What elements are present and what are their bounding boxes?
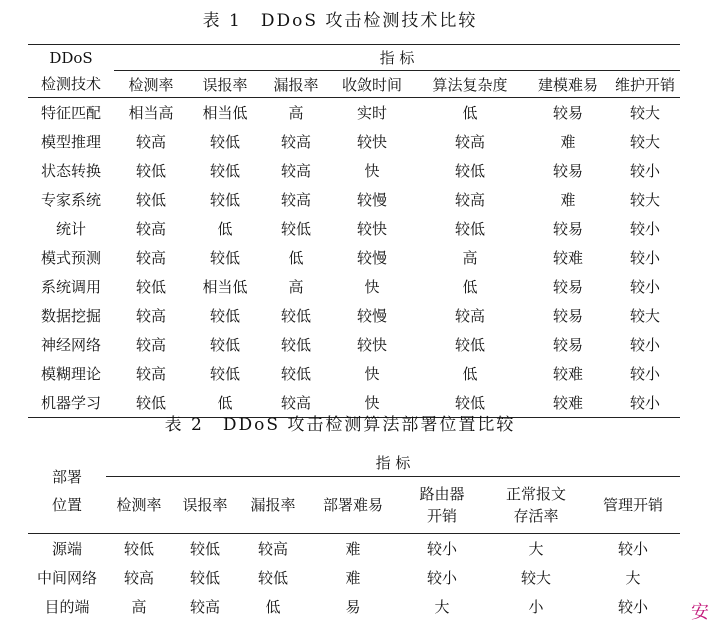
table1-cell: 较大	[629, 104, 660, 122]
table2-cell: 较低	[189, 540, 220, 558]
table2-row-label: 目的端	[44, 598, 90, 616]
table2-rowheader-line2: 位置	[51, 495, 82, 514]
table1-cell: 较高	[262, 388, 330, 418]
table1-row	[28, 98, 680, 128]
table1-row-label: 模型推理	[40, 133, 101, 151]
table1-rowheader-line1: DDoS	[28, 45, 114, 71]
table1-cell: 较小	[629, 336, 660, 354]
table2-row	[28, 592, 680, 621]
table1-cell: 较易	[552, 162, 583, 180]
table1-cell: 较慢	[356, 249, 387, 267]
table1-cell: 较低	[209, 191, 240, 209]
table1-cell: 较低	[114, 388, 188, 418]
table2-col-header-line: 部署难易	[322, 496, 383, 514]
table1-row-label: 状态转换	[40, 162, 101, 180]
table1-cell: 较快	[356, 220, 387, 238]
table1-row	[28, 330, 680, 359]
table1-cell: 较小	[629, 162, 660, 180]
table2-caption: 表 2 DDoS 攻击检测算法部署位置比较	[164, 415, 516, 435]
table1-row	[28, 243, 680, 272]
table2-row-label: 源端	[51, 540, 82, 558]
table2-col-header-line: 存活率	[513, 507, 559, 525]
table1-cell: 低	[217, 220, 233, 238]
table2-col-header-line: 误报率	[182, 496, 228, 514]
table1-cell: 快	[364, 278, 380, 296]
table1-cell: 较难	[552, 365, 583, 383]
table1-row-label: 神经网络	[40, 336, 101, 354]
table1-cell: 较低	[135, 162, 166, 180]
table1-cell: 较难	[526, 388, 610, 418]
table1-cell: 较高	[280, 191, 311, 209]
table1-cell: 相当低	[202, 104, 248, 122]
table1-cell: 较低	[454, 220, 485, 238]
table1-cell: 较高	[135, 365, 166, 383]
table1-cell: 较高	[135, 336, 166, 354]
table1-cell: 较低	[454, 162, 485, 180]
table1-cell: 较易	[552, 104, 583, 122]
table1-cell: 较高	[135, 133, 166, 151]
table1-cell: 较慢	[356, 307, 387, 325]
table2-row	[28, 563, 680, 592]
table2-row-label: 中间网络	[36, 569, 97, 587]
table2-cell: 较高	[189, 598, 220, 616]
table2-rowheader-line1: 部署	[51, 467, 82, 486]
table1-cell: 较低	[280, 220, 311, 238]
table1-col-header: 收敛时间	[330, 71, 414, 98]
table1-header-row	[28, 71, 680, 98]
table1-col-header: 建模难易	[526, 71, 610, 98]
table1-cell: 较小	[610, 388, 680, 418]
table2-cell: 难	[345, 540, 361, 558]
table2-body	[28, 534, 680, 622]
table2-cell: 较低	[189, 569, 220, 587]
table1-col-header: 漏报率	[262, 71, 330, 98]
table1-cell: 快	[364, 365, 380, 383]
table1-cell: 较小	[629, 220, 660, 238]
table1-cell: 高	[288, 278, 304, 296]
table1-rowheader-line2: 检测技术	[28, 71, 114, 98]
table1-cell: 低	[188, 388, 262, 418]
table1-cell: 较低	[135, 191, 166, 209]
table2-col-header-line: 开销	[426, 507, 457, 525]
table2-cell: 大	[434, 598, 450, 616]
table1-cell: 较低	[280, 336, 311, 354]
table1-cell: 较高	[454, 133, 485, 151]
table2-cell: 较低	[257, 569, 288, 587]
table1-row-label: 统计	[55, 220, 86, 238]
table1-cell: 较大	[629, 191, 660, 209]
table2-cell: 小	[528, 598, 544, 616]
table1-cell: 低	[288, 249, 304, 267]
table2-col-header	[308, 477, 398, 534]
table2-col-header-line: 路由器	[419, 485, 465, 503]
table1-cell: 较大	[629, 307, 660, 325]
table1	[28, 44, 680, 418]
table1-cell: 难	[560, 133, 576, 151]
table1-row	[28, 301, 680, 330]
table1-cell: 较高	[135, 220, 166, 238]
table1-cell: 较快	[356, 133, 387, 151]
table1-cell: 较高	[280, 162, 311, 180]
table1-cell: 较高	[135, 249, 166, 267]
table1-col-header: 检测率	[114, 71, 188, 98]
table1-cell: 较低	[209, 249, 240, 267]
table2-header-row	[28, 477, 680, 534]
table1-col-header: 误报率	[188, 71, 262, 98]
table1-cell: 较低	[209, 365, 240, 383]
table2-cell: 低	[265, 598, 281, 616]
table2-cell: 较大	[520, 569, 551, 587]
table1-cell: 较快	[356, 336, 387, 354]
table1-cell: 较低	[135, 278, 166, 296]
table2-cell: 较小	[617, 598, 648, 616]
table1-cell: 较低	[209, 307, 240, 325]
table2-cell: 高	[131, 598, 147, 616]
table1-cell: 较高	[280, 133, 311, 151]
table2-col-header	[172, 477, 238, 534]
table2-cell: 较高	[257, 540, 288, 558]
table2-col-header-line: 正常报文	[505, 485, 566, 503]
table1-row	[28, 272, 680, 301]
table2-col-header	[238, 477, 308, 534]
table1-cell: 较难	[552, 249, 583, 267]
edge-text: 安	[691, 602, 709, 623]
table2-col-header	[398, 477, 486, 534]
table1-cell: 快	[330, 388, 414, 418]
table2-cell: 难	[345, 569, 361, 587]
table2-cell: 易	[345, 598, 361, 616]
table1-cell: 较易	[552, 336, 583, 354]
table1-cell: 高	[288, 104, 304, 122]
table2-cell: 较小	[426, 540, 457, 558]
table1-group-header: 指 标	[114, 45, 680, 71]
table1-col-header: 算法复杂度	[414, 71, 526, 98]
table1-cell: 高	[462, 249, 478, 267]
table1-cell: 较高	[454, 307, 485, 325]
table1-cell: 较易	[552, 220, 583, 238]
table1-caption: 表 1 DDoS 攻击检测技术比较	[202, 11, 478, 31]
table1-row	[28, 359, 680, 388]
table2-cell: 较高	[123, 569, 154, 587]
table1-row-label: 机器学习	[28, 388, 114, 418]
table2-row	[28, 534, 680, 564]
table2-col-header	[106, 477, 172, 534]
table1-cell: 较易	[552, 278, 583, 296]
table2-col-header	[586, 477, 680, 534]
table1-cell: 较慢	[356, 191, 387, 209]
table1-cell: 较小	[629, 249, 660, 267]
table1-cell: 较低	[454, 336, 485, 354]
table1-row	[28, 156, 680, 185]
table1-row-label: 特征匹配	[40, 104, 101, 122]
table2	[28, 448, 680, 621]
table1-row-label: 模式预测	[40, 249, 101, 267]
table1-cell: 较低	[414, 388, 526, 418]
table1-cell: 较低	[209, 162, 240, 180]
table1-row-label: 数据挖掘	[40, 307, 101, 325]
table1-cell: 较大	[629, 133, 660, 151]
table2-cell: 大	[625, 569, 641, 587]
table1-cell: 实时	[356, 104, 387, 122]
table2-col-header-line: 管理开销	[602, 496, 663, 514]
table2-col-header-line: 检测率	[116, 496, 162, 514]
table1-cell: 低	[462, 278, 478, 296]
table1-col-header: 维护开销	[610, 71, 680, 98]
table1-row-label: 专家系统	[40, 191, 101, 209]
table1-cell: 快	[364, 162, 380, 180]
table1-cell: 低	[462, 104, 478, 122]
table2-rowheader	[28, 448, 106, 534]
table2-col-header-line: 漏报率	[250, 496, 296, 514]
table1-cell: 难	[560, 191, 576, 209]
table2-cell: 较低	[123, 540, 154, 558]
table1-cell: 较低	[280, 307, 311, 325]
table1-body	[28, 98, 680, 418]
table1-cell: 较低	[209, 133, 240, 151]
table1-cell: 较小	[629, 278, 660, 296]
table1-cell: 较易	[552, 307, 583, 325]
table1-cell: 较高	[135, 307, 166, 325]
table1-cell: 低	[462, 365, 478, 383]
table1-cell: 较高	[454, 191, 485, 209]
table2-cell: 较小	[617, 540, 648, 558]
table1-row	[28, 127, 680, 156]
table1-cell: 较小	[629, 365, 660, 383]
table1-row-label: 系统调用	[40, 278, 101, 296]
table1-row-label: 模糊理论	[40, 365, 101, 383]
table1-row	[28, 185, 680, 214]
table1-row	[28, 214, 680, 243]
table1-cell: 相当高	[128, 104, 174, 122]
table2-col-header	[486, 477, 586, 534]
table2-cell: 大	[528, 540, 544, 558]
table1-cell: 相当低	[202, 278, 248, 296]
table2-group-header: 指 标	[106, 448, 680, 477]
table1-cell: 较低	[280, 365, 311, 383]
table2-cell: 较小	[426, 569, 457, 587]
table1-cell: 较低	[209, 336, 240, 354]
